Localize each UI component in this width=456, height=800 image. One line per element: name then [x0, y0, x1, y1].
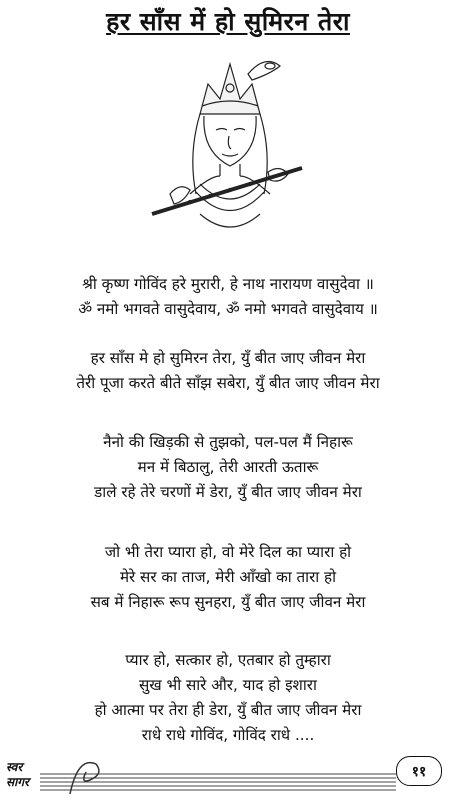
logo-line-2: सागर: [6, 775, 29, 789]
verse-line: डाले रहे तेरे चरणों में डेरा, युँ बीत जाए जीवन मेरा: [94, 483, 362, 501]
page-title: हर साँस में हो सुमिरन तेरा: [106, 7, 350, 36]
verse-line: राधे राधे गोविंद, गोविंद राधे ....: [141, 726, 315, 744]
stanza-refrain: [0, 346, 456, 396]
stanza-verse-2: [0, 540, 456, 615]
stanza-verse-1: [0, 430, 456, 505]
verse-line: प्यार हो, सत्कार हो, एतबार हो तुम्हारा: [125, 651, 331, 669]
verse-line: ॐ नमो भगवते वासुदेवाय, ॐ नमो भगवते वासुदेवाय ॥: [78, 300, 378, 318]
verse-line: मन में बिठालु, तेरी आरती ऊतारू: [137, 458, 319, 476]
krishna-illustration: [130, 44, 330, 244]
page-footer: [0, 744, 456, 800]
stanza-verse-3: [0, 648, 456, 748]
verse-line: हर साँस मे हो सुमिरन तेरा, युँ बीत जाए जीवन मेरा: [90, 349, 366, 367]
verse-line: सब में निहारू रूप सुनहरा, युँ बीत जाए जीवन मेरा: [90, 593, 366, 611]
verse-line: सुख भी सारे और, याद हो इशारा: [139, 676, 317, 694]
svar-sagar-logo: [6, 756, 106, 794]
verse-line: मेरे सर का ताज, मेरी आँखो का तारा हो: [119, 568, 337, 586]
logo-line-1: स्वर: [6, 760, 23, 774]
page-number: ११: [396, 756, 442, 786]
stanza-mantra: [0, 272, 456, 322]
verse-line: नैनो की खिड़की से तुझको, पल-पल मैं निहारू: [103, 433, 353, 451]
verse-line: श्री कृष्ण गोविंद हरे मुरारी, हे नाथ नारायण वासुदेवा ॥: [82, 275, 374, 293]
verse-line: तेरी पूजा करते बीते साँझ सबेरा, युँ बीत जाए जीवन मेरा: [76, 374, 380, 392]
verse-line: जो भी तेरा प्यारा हो, वो मेरे दिल का प्यारा हो: [104, 543, 352, 561]
verse-line: हो आत्मा पर तेरा ही डेरा, युँ बीत जाए जीवन मेरा: [94, 701, 362, 719]
